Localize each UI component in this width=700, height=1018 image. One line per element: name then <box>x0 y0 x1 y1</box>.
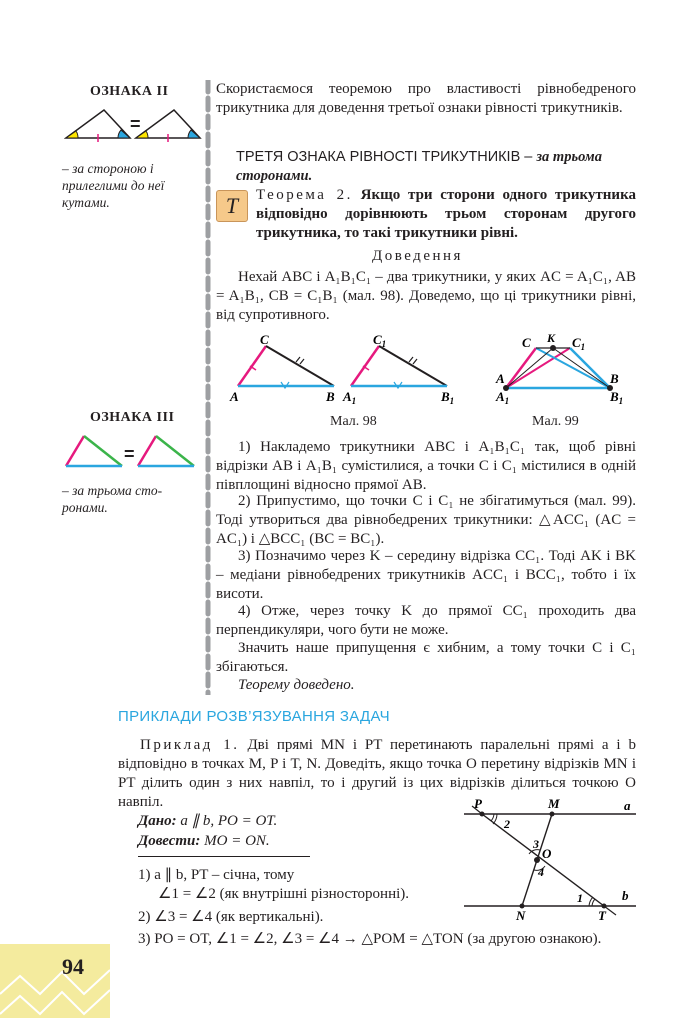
svg-text:A1: $A_1$ <box>496 389 510 406</box>
to-prove: Довести: MO = ON. <box>138 833 270 849</box>
svg-text:M: M <box>548 796 560 811</box>
sign3-title: ОЗНАКА III <box>90 410 175 425</box>
figures-98-99 <box>226 330 646 410</box>
page-number: 94 <box>62 954 84 979</box>
sign2-figure <box>64 100 204 144</box>
sign3-eq: = <box>124 444 135 464</box>
svg-text:A1: $A_1$ <box>343 389 357 406</box>
proof-end: Теорему доведено. <box>238 677 355 693</box>
proof-step-3: 3) Позначимо через K – середину відрізка CC₁. Тоді AK і BK – медіани рівнобедрених трикутників ACC₁ і BCC₁, тобто і їх висоти. <box>216 548 636 602</box>
svg-text:C1: $C_1$ <box>373 332 387 349</box>
svg-text:N: N <box>516 908 526 923</box>
fig99-caption: Мал. 99 <box>532 414 579 429</box>
svg-text:b: b <box>622 888 629 903</box>
step-1a: 1) a ∥ b, PT – січна, тому <box>138 867 295 883</box>
examples-heading: ПРИКЛАДИ РОЗВ’ЯЗУВАННЯ ЗАДАЧ <box>118 708 390 725</box>
svg-text:2: 2 <box>504 817 510 831</box>
svg-text:A: A <box>496 371 505 386</box>
example-label: Приклад 1. <box>140 737 240 753</box>
proof-title: Доведення <box>372 248 463 264</box>
svg-text:B1: $B_1$ <box>441 389 455 406</box>
proof-step-4: 4) Отже, через точку K до прямої CC₁ проходить два перпендикуляри, чого бути не може. <box>216 603 636 638</box>
third-sign-title: ТРЕТЯ ОЗНАКА РІВНОСТІ ТРИКУТНИКІВ <box>236 149 521 165</box>
sign2-note: – за стороною і прилеглими до неї кутами. <box>62 161 165 210</box>
svg-text:a: a <box>624 798 631 813</box>
theorem-icon: Т <box>216 190 248 222</box>
page-corner-decoration <box>0 944 110 1018</box>
intro-paragraph: Скористаємося теоремою про властивості рівнобедреного трикутника для доведення третьої ознаки рівності трикутників. <box>216 81 636 116</box>
svg-text:3: 3 <box>533 837 539 851</box>
solution-divider <box>138 856 310 857</box>
sign3-figure <box>62 432 202 472</box>
svg-text:A: A <box>230 389 239 404</box>
third-sign-heading: ТРЕТЯ ОЗНАКА РІВНОСТІ ТРИКУТНИКІВ – за трьома сторонами. <box>236 149 602 184</box>
theorem-block <box>256 186 636 243</box>
given: Дано: a ∥ b, PO = OT. <box>138 813 278 829</box>
step-3: 3) PO = OT, ∠1 = ∠2, ∠3 = ∠4 → △POM = △TON (за другою ознакою). <box>138 931 602 947</box>
sign2-eq: = <box>130 114 141 134</box>
sign3-note: – за трьома сторонами. <box>62 483 163 515</box>
svg-text:C: C <box>260 332 269 347</box>
third-sign-subtitle: за трьома сторонами. <box>236 149 602 184</box>
theorem-text: Якщо три сторони одного трикутника відповідно дорівнюють трьом сторонам другого трикутника, то такі трикутники рівні. <box>256 187 636 241</box>
svg-text:B1: $B_1$ <box>610 389 624 406</box>
svg-text:1: 1 <box>577 891 583 905</box>
proof-step-2: 2) Припустимо, що точки C і C₁ не збігатимуться (мал. 99). Тоді утвориться два рівнобедрених трикутники: △ACC₁ (AC = AC₁) і △BCC₁ (BC = BC₁). <box>216 493 636 547</box>
svg-text:T: T <box>598 908 606 923</box>
svg-text:P: P <box>474 796 482 811</box>
svg-text:B: B <box>326 389 335 404</box>
example-text: Дві прямі MN і PT перетинають паралельні прямі a і b відповідно в точках M, P і T, N. Доведіть, якщо точка O перетину відрізків MN і PT ділить один з них навпіл, то і другий із цих відрізків ділиться точкою O навпіл. <box>118 737 636 810</box>
proof-step-1: 1) Накладемо трикутники ABC і A₁B₁C₁ так, щоб рівні відрізки AB і A₁B₁ сумістилися, а точки C і C₁ містилися в одній півплощині відносно прямої AB. <box>216 439 636 493</box>
svg-text:C1: $C_1$ <box>572 335 586 352</box>
proof-conclusion: Значить наше припущення є хибним, а тому точки C і C₁ збігаються. <box>216 640 636 675</box>
svg-text:B: B <box>610 371 619 386</box>
svg-text:4: 4 <box>538 865 544 879</box>
step-2: 2) ∠3 = ∠4 (як вертикальні). <box>138 909 324 925</box>
vertical-separator <box>203 80 213 695</box>
svg-text:C: C <box>522 335 531 350</box>
proof-intro: Нехай ABC і A₁B₁C₁ – два трикутники, у яких AC = A₁C₁, AB = A₁B₁, CB = C₁B₁ (мал. 98). Доведемо, що ці трикутники рівні, від супротивного. <box>216 269 636 323</box>
step-1b: ∠1 = ∠2 (як внутрішні різносторонні). <box>158 886 410 902</box>
theorem-label: Теорема 2. <box>256 187 353 203</box>
fig98-caption: Мал. 98 <box>330 414 377 429</box>
svg-text:K: K <box>547 331 556 345</box>
example-figure <box>460 796 640 924</box>
sign2-title: ОЗНАКА II <box>90 84 169 99</box>
svg-text:O: O <box>542 846 552 861</box>
